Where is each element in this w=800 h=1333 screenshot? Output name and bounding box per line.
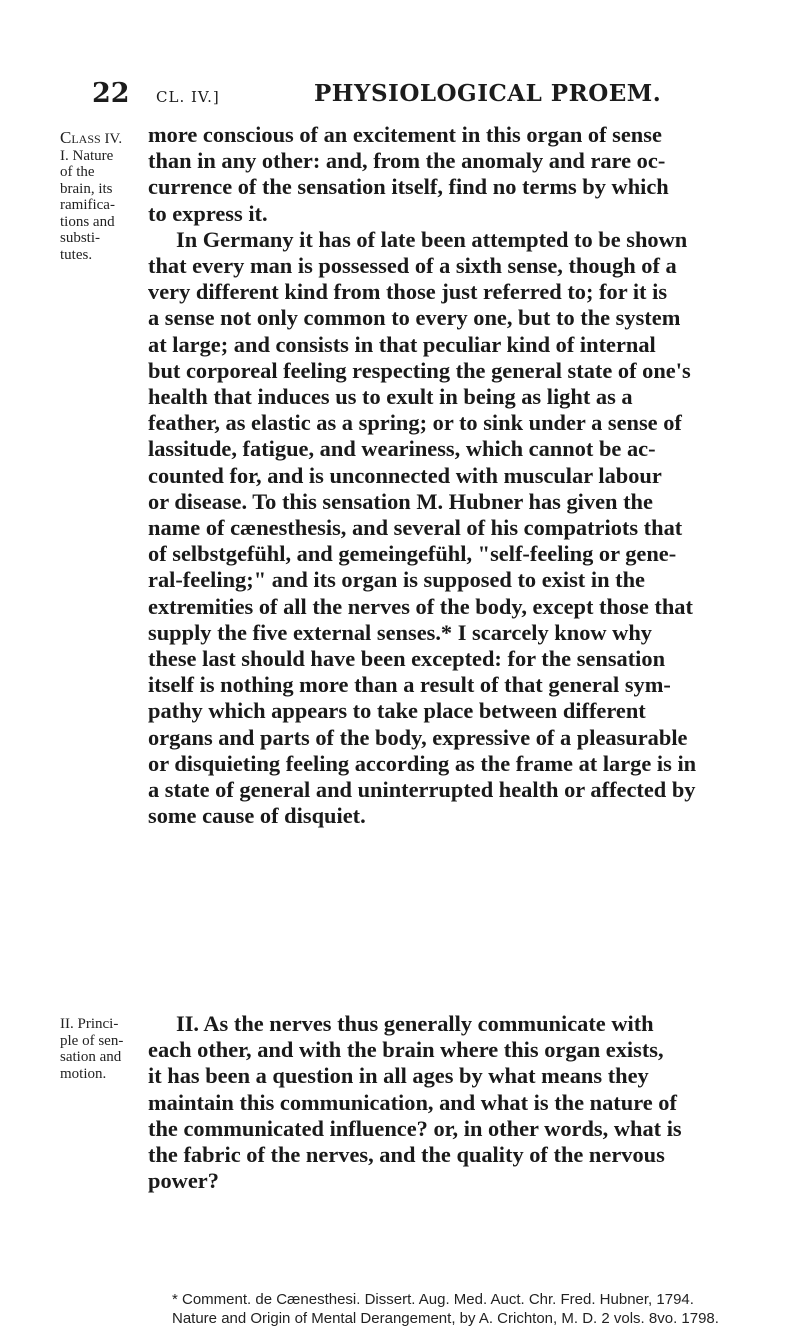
text-line: counted for, and is unconnected with muscular labour (148, 462, 662, 488)
text-line: that every man is possessed of a sixth sense, though of a (148, 253, 677, 279)
margin-note-line: tions and (60, 213, 115, 230)
paragraph-sixth-sense (148, 227, 746, 830)
text-line: name of cænesthesis, and several of his compatriots that (148, 515, 683, 541)
margin-note-line: tutes. (60, 246, 93, 263)
margin-note-class-label: Class (60, 128, 101, 147)
text-line: supply the five external senses.* I scarcely know why (148, 619, 652, 645)
paragraph-nerves-communication (148, 1011, 746, 1194)
text-line: maintain this communication, and what is the nature of (148, 1089, 677, 1115)
margin-note-principle-of-sensation (60, 1016, 142, 1082)
text-line: at large; and consists in that peculiar kind of internal (148, 331, 656, 357)
text-line: II. As the nerves thus generally communicate with (176, 1011, 654, 1036)
text-line: a state of general and uninterrupted health or affected by (148, 777, 696, 803)
text-line: to express it. (148, 200, 268, 226)
margin-note-line (60, 130, 142, 148)
text-line: of selbstgefühl, and gemeingefühl, "self-feeling or gene- (148, 541, 677, 567)
text-line: pathy which appears to take place between different (148, 698, 646, 724)
chapter-reference: CL. IV.] (156, 88, 220, 106)
margin-note-line: II. Princi- (60, 1016, 119, 1032)
text-line: health that induces us to exult in being as light as a (148, 384, 633, 410)
margin-note-line: ramifica- (60, 197, 115, 213)
paragraph-continuation (148, 122, 746, 227)
text-line: more conscious of an excitement in this organ of sense (148, 122, 662, 147)
footnote-crichton: Nature and Origin of Mental Derangement, by A. Crichton, M. D. 2 vols. 8vo. 1798. (172, 1310, 719, 1327)
margin-note-nature-of-brain (60, 130, 142, 263)
text-line: currence of the sensation itself, find no terms by which (148, 174, 669, 200)
footnotes (148, 1290, 746, 1328)
text-line: or disease. To this sensation M. Hubner has given the (148, 488, 653, 514)
body-text-main (148, 122, 746, 829)
text-line: organs and parts of the body, expressive of a pleasurable (148, 724, 688, 750)
text-line: extremities of all the nerves of the body, except those that (148, 593, 693, 619)
text-line: lassitude, fatigue, and weariness, which cannot be ac- (148, 436, 656, 462)
margin-note-line: ple of sen- (60, 1032, 124, 1049)
margin-note-class-number: IV. (104, 131, 123, 147)
margin-note-line: substi- (60, 230, 101, 246)
text-line: ral-feeling;" and its organ is supposed to exist in the (148, 567, 645, 593)
text-line: a sense not only common to every one, but to the system (148, 305, 681, 331)
page-number: 22 (92, 78, 130, 109)
text-line: the fabric of the nerves, and the quality of the nervous (148, 1142, 665, 1168)
text-line: but corporeal feeling respecting the general state of one's (148, 357, 691, 383)
text-line: it has been a question in all ages by what means they (148, 1063, 649, 1089)
text-line: these last should have been excepted: for the sensation (148, 646, 666, 672)
text-line: In Germany it has of late been attempted to be shown (176, 226, 688, 252)
running-title: PHYSIOLOGICAL PROEM. (314, 80, 662, 107)
footnote-hubner: * Comment. de Cænesthesi. Dissert. Aug. Med. Auct. Chr. Fred. Hubner, 1794. (172, 1291, 694, 1308)
margin-note-line: of the (60, 164, 95, 180)
text-line: or disquieting feeling according as the frame at large is in (148, 750, 697, 776)
margin-note-line: I. Nature (60, 147, 114, 164)
text-line: each other, and with the brain where this organ exists, (148, 1037, 664, 1063)
margin-note-line: brain, its (60, 180, 113, 197)
text-line: power? (148, 1168, 219, 1194)
running-header (92, 78, 732, 108)
text-line: itself is nothing more than a result of that general sym- (148, 672, 671, 698)
text-line: than in any other: and, from the anomaly and rare oc- (148, 148, 666, 174)
margin-note-line: sation and (60, 1049, 122, 1065)
text-line: some cause of disquiet. (148, 803, 366, 829)
text-line: the communicated influence? or, in other words, what is (148, 1115, 682, 1141)
margin-note-line: motion. (60, 1065, 107, 1082)
text-line: feather, as elastic as a spring; or to sink under a sense of (148, 410, 682, 436)
text-line: very different kind from those just referred to; for it is (148, 279, 668, 305)
